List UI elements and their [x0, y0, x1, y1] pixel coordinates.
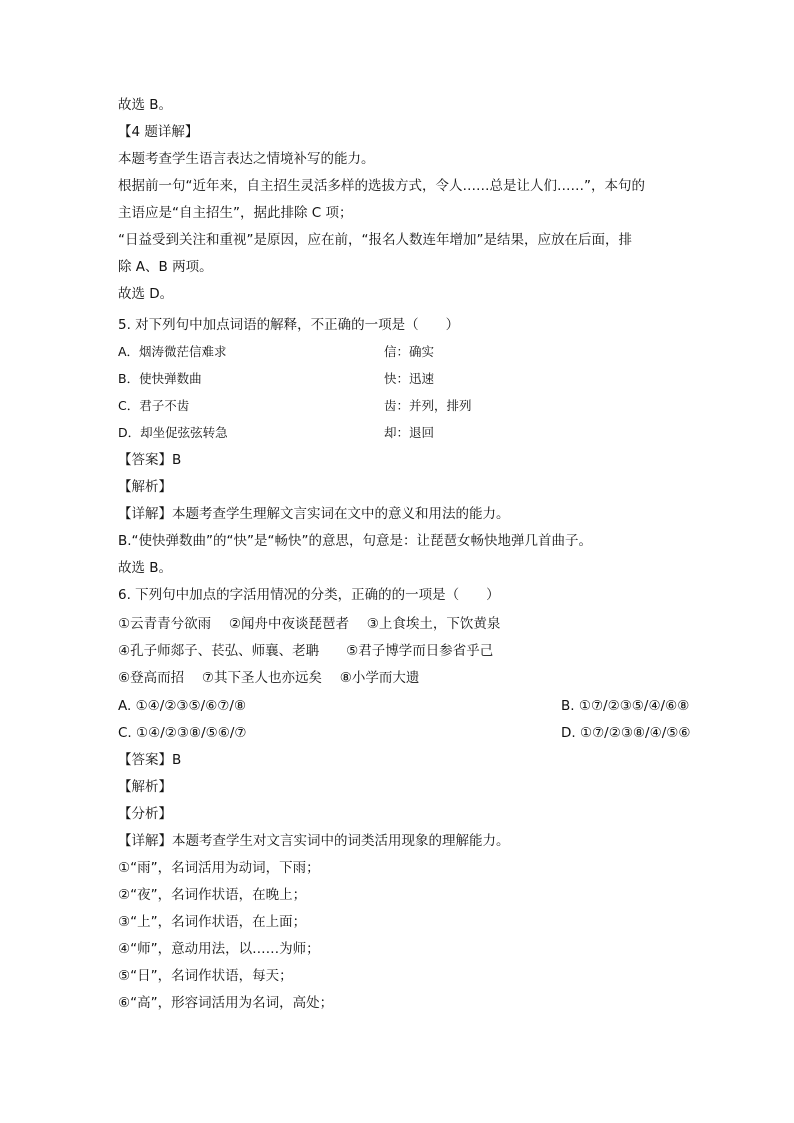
section-heading: 【4 题详解】	[118, 124, 199, 140]
q5-conclusion: 故选 B。	[118, 560, 173, 576]
text-line: 主语应是“自主招生”，据此排除 C 项；	[118, 205, 353, 221]
text-line: “日益受到关注和重视”是原因，应在前，“报名人数连年增加”是结果，应放在后面，排	[118, 232, 632, 248]
text-line: 故选 B。	[118, 97, 173, 113]
q5-answer: 【答案】B	[118, 452, 182, 468]
q5-option-d	[118, 424, 435, 442]
q6-detail: 【详解】本题考查学生对文言实词中的词类活用现象的理解能力。	[118, 833, 510, 849]
q6-explain-line: ⑤“日”，名词作状语，每天；	[118, 968, 293, 984]
q6-explain-line: ⑥“高”，形容词活用为名词，高处；	[118, 995, 334, 1011]
question-6-stem: 6. 下列句中加点的字活用情况的分类，正确的的一项是（ ）	[118, 587, 500, 603]
q5-option-b	[118, 370, 435, 388]
option-sentence: C．君子不齿	[118, 398, 190, 413]
q6-explain-line: ③“上”，名词作状语，在上面；	[118, 914, 307, 930]
q6-option-c: C. ①④/②③⑧/⑤⑥/⑦	[118, 725, 247, 741]
text-line: 除 A、B 两项。	[118, 259, 213, 275]
q5-option-c	[118, 397, 472, 415]
text-line: 本题考查学生语言表达之情境补写的能力。	[118, 151, 375, 167]
q6-analysis-label: 【解析】	[118, 779, 172, 795]
option-gloss: 却：退回	[384, 425, 435, 440]
q6-sentence-row: ④孔子师郯子、苌弘、师襄、老聃 ⑤君子博学而日参省乎己	[118, 643, 494, 659]
option-sentence: D．却坐促弦弦转急	[118, 425, 228, 440]
q6-sentence-row: ①云青青兮欲雨 ②闻舟中夜谈琵琶者 ③上食埃土，下饮黄泉	[118, 616, 501, 632]
q6-fenxi-label: 【分析】	[118, 806, 172, 822]
q5-option-a	[118, 343, 435, 361]
option-sentence: B．使快弹数曲	[118, 371, 202, 386]
q6-options-row-2	[118, 724, 691, 742]
q5-analysis-label: 【解析】	[118, 479, 172, 495]
q6-options-row-1	[118, 697, 690, 715]
q6-explain-line: ①“雨”，名词活用为动词，下雨；	[118, 860, 320, 876]
text-line: 根据前一句“近年来，自主招生灵活多样的选拔方式，令人……总是让人们……”，本句的	[118, 178, 645, 194]
q5-explanation: B.“使快弹数曲”的“快”是“畅快”的意思，句意是：让琵琶女畅快地弹几首曲子。	[118, 533, 593, 549]
option-gloss: 信：确实	[384, 344, 435, 359]
option-gloss: 快：迅速	[384, 371, 435, 386]
q6-option-b: B. ①⑦/②③⑤/④/⑥⑧	[561, 698, 690, 714]
option-gloss: 齿：并列，排列	[384, 398, 472, 413]
q6-explain-line: ④“师”，意动用法，以……为师；	[118, 941, 320, 957]
q6-explain-line: ②“夜”，名词作状语，在晚上；	[118, 887, 307, 903]
option-sentence: A．烟涛微茫信难求	[118, 344, 227, 359]
q6-option-a: A. ①④/②③⑤/⑥⑦/⑧	[118, 698, 247, 714]
q5-detail: 【详解】本题考查学生理解文言实词在文中的意义和用法的能力。	[118, 506, 510, 522]
q6-sentence-row: ⑥登高而招 ⑦其下圣人也亦远矣 ⑧小学而大遗	[118, 670, 420, 686]
text-line: 故选 D。	[118, 286, 174, 302]
q6-option-d: D. ①⑦/②③⑧/④/⑤⑥	[561, 725, 691, 741]
q6-answer: 【答案】B	[118, 752, 182, 768]
question-5-stem: 5. 对下列句中加点词语的解释，不正确的一项是（ ）	[118, 317, 460, 333]
